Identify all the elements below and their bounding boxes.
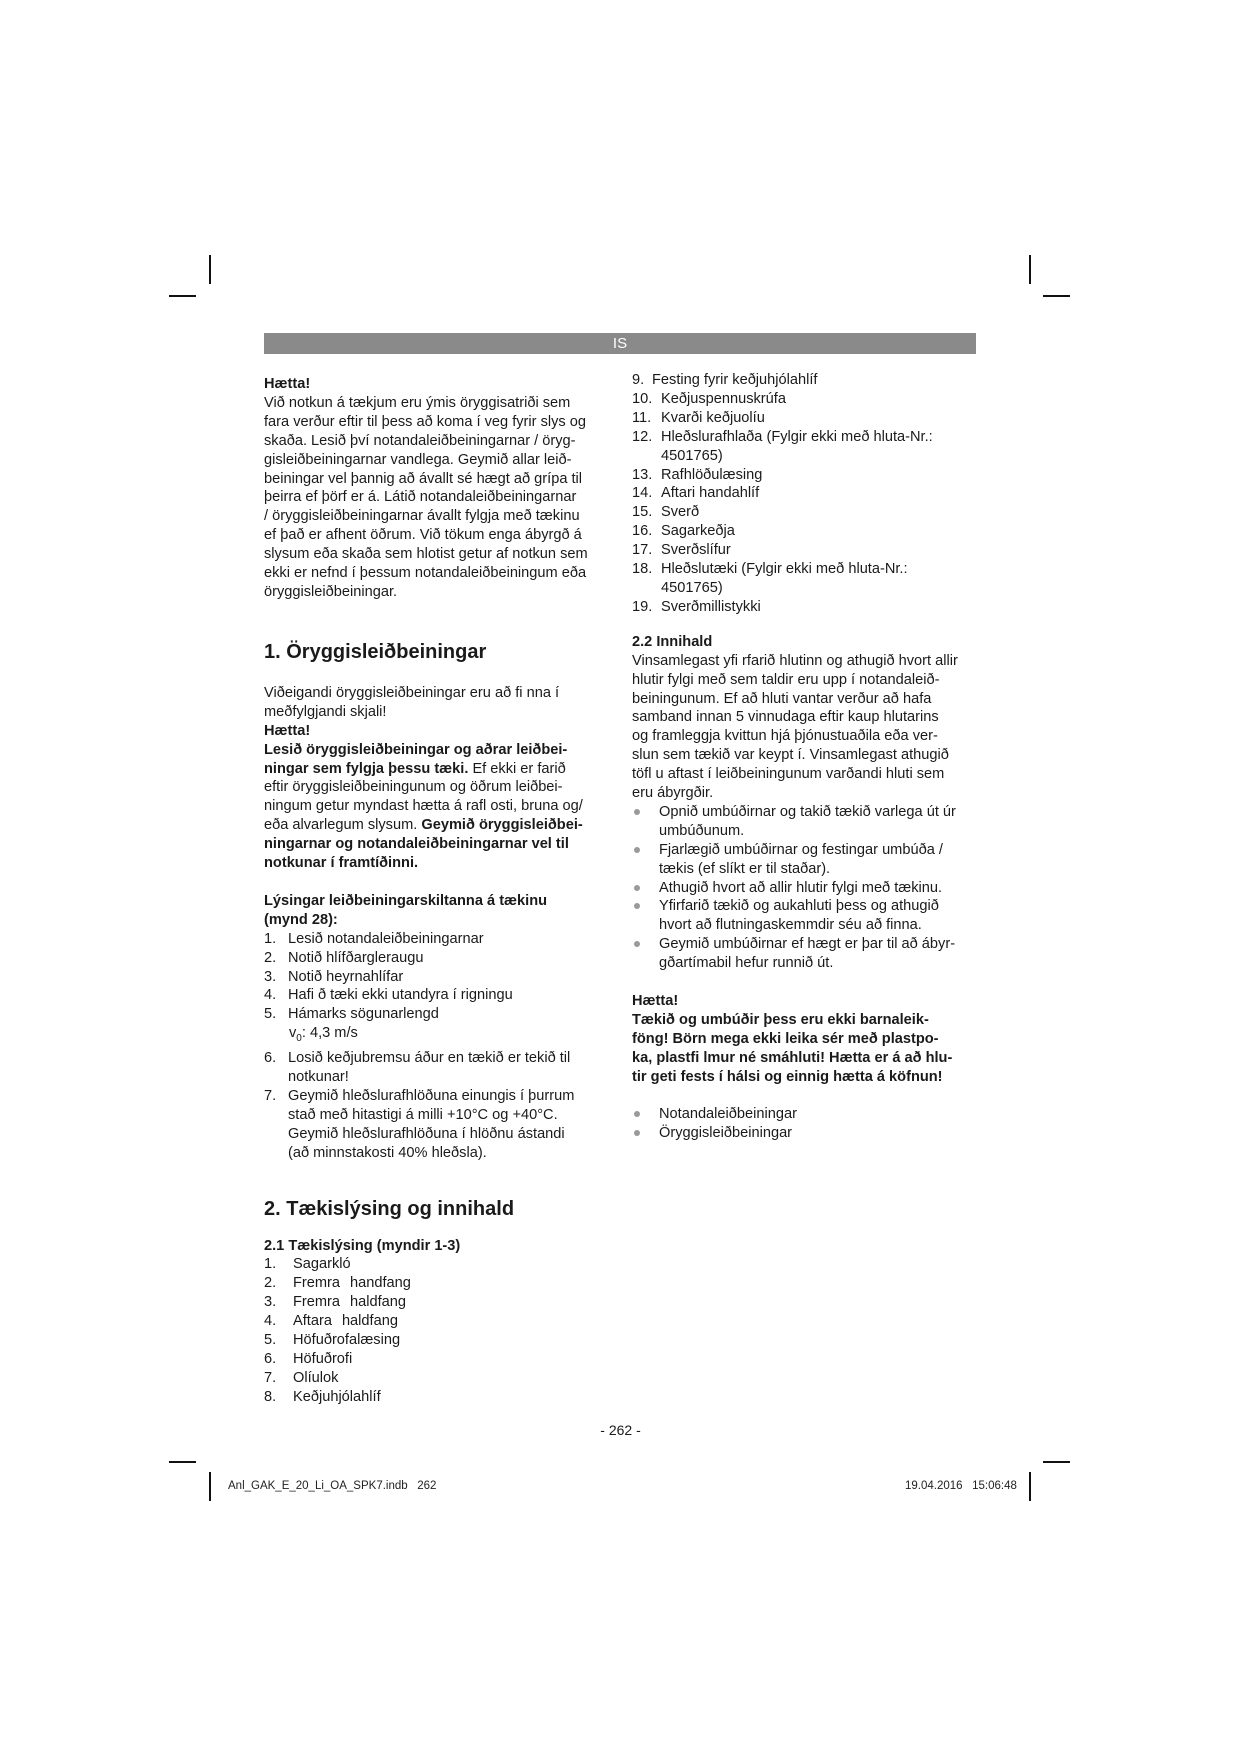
left-column xyxy=(264,375,609,1407)
item-text: Yfirfarið tækið og aukahluti þess og athugið xyxy=(659,898,939,915)
text-line: föng! Börn mega ekki leika sér með plastpo- xyxy=(632,1030,939,1047)
item-number: 6. xyxy=(264,1050,277,1067)
section-2-1 xyxy=(264,1237,609,1407)
item-text: stað með hitastigi á milli +10°C og +40°C. xyxy=(288,1106,558,1123)
item-number: 7. xyxy=(264,1087,277,1104)
item-number: 6. xyxy=(264,1350,277,1367)
list-item xyxy=(264,968,609,987)
section-1-warning-title: Hætta! xyxy=(264,722,311,739)
child-warning xyxy=(632,992,982,1087)
item-text: Sagarkeðja xyxy=(661,523,735,540)
speed-line xyxy=(288,1024,609,1049)
list-item xyxy=(264,1255,609,1274)
text-line: ningum getur myndast hætta á rafl osti, bruna og/ xyxy=(264,798,583,815)
text-span: eða alvarlegum slysum. xyxy=(264,817,422,834)
list-item xyxy=(632,484,982,503)
text-line: meðfylgjandi skjali! xyxy=(264,703,387,720)
item-text: haldfang xyxy=(341,1313,398,1330)
section-1-body xyxy=(264,684,609,873)
parts-list-continued xyxy=(632,371,982,617)
list-item xyxy=(264,1388,609,1407)
warning-title: Hætta! xyxy=(632,993,679,1010)
unpacking-steps xyxy=(632,803,982,973)
list-item xyxy=(264,949,609,968)
item-text: Hleðslurafhlaða (Fylgir ekki með hluta-Nr.: xyxy=(661,428,933,445)
list-item xyxy=(632,1105,982,1124)
section-2-heading: 2. Tækislýsing og innihald xyxy=(264,1197,515,1220)
crop-mark xyxy=(169,1461,196,1463)
list-item xyxy=(264,1331,609,1350)
item-number: 7. xyxy=(264,1369,277,1386)
text-line: samband innan 5 vinnudaga eftir kaup hlutarins xyxy=(632,709,939,726)
list-item xyxy=(264,1049,609,1087)
text-line: og framleggja kvittun hjá þjónustuaðila eða ver- xyxy=(632,728,938,745)
item-text: handfang xyxy=(350,1275,411,1292)
item-number: 12. xyxy=(632,428,653,445)
list-item xyxy=(264,1312,609,1331)
item-text: Fjarlægið umbúðirnar og festingar umbúða / xyxy=(659,841,943,858)
list-item xyxy=(264,930,609,949)
crop-mark xyxy=(209,255,211,284)
text-line: skaða. Lesið því notandaleiðbeiningarnar / öryg- xyxy=(264,432,576,449)
item-number: 14. xyxy=(632,485,653,502)
list-item xyxy=(632,560,982,598)
text-line: öryggisleiðbeiningar. xyxy=(264,583,398,600)
list-item xyxy=(632,879,982,898)
list-item xyxy=(632,522,982,541)
item-text: Keðjuspennuskrúfa xyxy=(661,390,786,407)
list-item xyxy=(264,1274,609,1293)
text-line: Lesið öryggisleiðbeiningar og aðrar leiðbei- xyxy=(264,741,568,758)
item-text: Geymið hleðslurafhlöðuna í hlöðnu ástandi xyxy=(288,1125,565,1142)
text-span: Ef ekki er farið xyxy=(468,760,566,777)
list-item xyxy=(264,1087,609,1163)
crop-mark xyxy=(209,1472,211,1501)
item-text: Notið heyrnahlífar xyxy=(288,968,404,985)
item-text: Festing fyrir keðjuhjólahlíf xyxy=(652,372,818,388)
item-number: 2. xyxy=(264,949,277,966)
crop-mark xyxy=(169,295,196,297)
text-line: slysum eða skaða sem hlotist getur af notkun sem xyxy=(264,546,588,563)
item-number: 2. xyxy=(264,1275,277,1292)
item-text: 4501765) xyxy=(661,579,723,596)
list-item xyxy=(264,1293,609,1312)
labels-section xyxy=(264,892,609,1163)
footer-date: 19.04.2016 15:06:48 xyxy=(905,1480,1017,1492)
list-item xyxy=(264,1350,609,1369)
list-item xyxy=(632,598,982,617)
item-number: 11. xyxy=(632,409,652,426)
parts-list xyxy=(264,1255,609,1406)
item-text: Losið keðjubremsu áður en tækið er tekið til xyxy=(288,1050,571,1067)
item-text: Athugið hvort að allir hlutir fylgi með tækinu. xyxy=(659,879,943,896)
item-text: Sverðmillistykki xyxy=(661,598,761,615)
item-text: Lesið notandaleiðbeiningarnar xyxy=(288,930,484,947)
item-text: Notandaleiðbeiningar xyxy=(659,1105,797,1122)
item-number: 5. xyxy=(264,1006,277,1023)
text-line: beiningunum. Ef að hluti vantar verður að hafa xyxy=(632,690,932,707)
text-span: ningar sem fylgja þessu tæki. xyxy=(264,760,469,777)
item-text: Höfuðrofalæsing xyxy=(293,1332,401,1349)
item-text: Sagarkló xyxy=(293,1256,351,1273)
item-number: 10. xyxy=(632,390,653,407)
item-number: 16. xyxy=(632,523,653,540)
list-item xyxy=(632,503,982,522)
list-item xyxy=(632,371,982,390)
item-number: 13. xyxy=(632,466,653,483)
text-line: / öryggisleiðbeiningarnar ávallt fylgja með tækinu xyxy=(264,508,580,525)
item-number: 1. xyxy=(264,930,277,947)
labels-heading: (mynd 28): xyxy=(264,911,338,928)
item-number: 3. xyxy=(264,1294,277,1311)
item-text: Öryggisleiðbeiningar xyxy=(659,1124,793,1141)
item-text: haldfang xyxy=(350,1294,407,1311)
item-text: Höfuðrofi xyxy=(293,1350,353,1367)
item-text: Notið hlífðargleraugu xyxy=(288,949,424,966)
text-line: ningarnar og notandaleiðbeiningarnar vel til xyxy=(264,836,569,853)
item-number: 3. xyxy=(264,968,277,985)
text-line: fara verður eftir til þess að koma í veg fyrir slys og xyxy=(264,413,586,430)
item-number: 8. xyxy=(264,1388,277,1405)
section-2-2-heading: 2.2 Innihald xyxy=(632,633,713,650)
text-line: ka, plastfi lmur né smáhluti! Hætta er á að hlu- xyxy=(632,1049,953,1066)
item-text: (að minnstakosti 40% hleðsla). xyxy=(288,1144,487,1161)
item-text: Geymið umbúðirnar ef hægt er þar til að ábyr- xyxy=(659,936,956,953)
list-item xyxy=(264,986,609,1005)
item-number: 19. xyxy=(632,598,653,615)
item-text: umbúðunum. xyxy=(659,822,745,839)
footer-file-info: Anl_GAK_E_20_Li_OA_SPK7.indb 262 xyxy=(228,1480,437,1492)
text-span: 0 xyxy=(296,1033,302,1045)
item-text: 4501765) xyxy=(661,447,723,464)
crop-mark xyxy=(1029,255,1031,284)
item-text: Fremra xyxy=(293,1275,341,1292)
list-item xyxy=(264,1369,609,1388)
list-item xyxy=(632,897,982,935)
item-text: Sverð xyxy=(661,504,700,521)
item-text: Sverðslífur xyxy=(661,542,731,559)
right-column xyxy=(632,371,982,1142)
list-item xyxy=(632,409,982,428)
list-item xyxy=(632,541,982,560)
item-text: Fremra xyxy=(293,1294,341,1311)
item-number: 4. xyxy=(264,1313,277,1330)
item-number: 1. xyxy=(264,1256,277,1273)
list-item xyxy=(632,841,982,879)
included-documents xyxy=(632,1105,982,1143)
text-line: Vinsamlegast yfi rfarið hlutinn og athugið hvort allir xyxy=(632,652,958,669)
text-line: eftir öryggisleiðbeiningunum og öðrum leiðbei- xyxy=(264,779,563,796)
language-header-bar xyxy=(264,333,976,354)
text-line: gisleiðbeiningarnar vandlega. Geymið allar leið- xyxy=(264,451,572,468)
text-line: þeirra ef þörf er á. Látið notandaleiðbeiningarnar xyxy=(264,489,577,506)
list-item xyxy=(632,390,982,409)
item-text: Keðjuhjólahlíf xyxy=(293,1388,381,1405)
text-line: Við notkun á tækjum eru ýmis öryggisatriði sem xyxy=(264,394,571,411)
text-line: ef það er afhent öðrum. Við tökum enga ábyrgð á xyxy=(264,527,582,544)
crop-mark xyxy=(1029,1472,1031,1501)
text-span: : 4,3 m/s xyxy=(301,1025,358,1042)
labels-heading: Lýsingar leiðbeiningarskiltanna á tækinu xyxy=(264,892,548,909)
page-number: - 262 - xyxy=(600,1422,641,1438)
text-line: Tækið og umbúðir þess eru ekki barnaleik- xyxy=(632,1012,929,1028)
item-text: tækis (ef slíkt er til staðar). xyxy=(659,860,831,877)
list-item xyxy=(632,428,982,466)
item-text: Olíulok xyxy=(293,1369,339,1386)
item-text: Aftari handahlíf xyxy=(661,485,760,502)
crop-mark xyxy=(1043,295,1070,297)
language-code: IS xyxy=(612,335,628,352)
text-line: notkunar í framtíðinni. xyxy=(264,855,419,872)
labels-list xyxy=(264,930,609,1163)
text-span: Geymið öryggisleiðbei- xyxy=(421,817,583,834)
item-number: 15. xyxy=(632,504,653,521)
list-item xyxy=(264,1005,609,1049)
text-line: eru ábyrgðir. xyxy=(632,785,714,802)
text-span: v xyxy=(289,1025,297,1042)
text-line xyxy=(264,816,609,835)
item-number: 5. xyxy=(264,1332,277,1349)
text-line: beiningar vel þannig að ávallt sé hægt að grípa til xyxy=(264,470,583,487)
item-text: Hámarks sögunarlengd xyxy=(288,1006,439,1023)
item-text: Hafi ð tæki ekki utandyra í rigningu xyxy=(288,987,513,1004)
item-text: gðartímabil hefur runnið út. xyxy=(659,955,834,972)
text-line: tir geti fests í hálsi og einnig hætta á köfnun! xyxy=(632,1068,943,1085)
item-text: Kvarði keðjuolíu xyxy=(661,409,765,426)
section-2-2 xyxy=(632,633,982,973)
item-text: Geymið hleðslurafhlöðuna einungis í þurrum xyxy=(288,1087,575,1104)
item-text: Rafhlöðulæsing xyxy=(661,466,763,483)
item-text: Aftara xyxy=(293,1313,332,1330)
intro-warning-title: Hætta! xyxy=(264,376,311,392)
text-line: hlutir fylgi með sem taldir eru upp í notandaleið- xyxy=(632,671,940,688)
intro-paragraph xyxy=(264,394,609,602)
text-line: slun sem tækið var keypt í. Vinsamlegast athugið xyxy=(632,747,949,764)
list-item xyxy=(632,466,982,485)
list-item xyxy=(632,1124,982,1143)
text-line: Viðeigandi öryggisleiðbeiningar eru að fi nna í xyxy=(264,684,560,701)
list-item xyxy=(632,935,982,973)
item-text: Hleðslutæki (Fylgir ekki með hluta-Nr.: xyxy=(661,561,908,578)
section-1-heading: 1. Öryggisleiðbeiningar xyxy=(264,640,487,663)
text-line xyxy=(264,760,609,779)
item-text: Opnið umbúðirnar og takið tækið varlega út úr xyxy=(659,803,956,820)
text-line: töfl u aftast í leiðbeiningunum varðandi hluti sem xyxy=(632,766,945,783)
crop-mark xyxy=(1043,1461,1070,1463)
item-text: notkunar! xyxy=(288,1069,349,1085)
item-number: 4. xyxy=(264,987,277,1004)
item-number: 18. xyxy=(632,561,653,578)
text-line: ekki er nefnd í þessum notandaleiðbeiningum eða xyxy=(264,565,587,582)
list-item xyxy=(632,803,982,841)
section-2-1-heading: 2.1 Tækislýsing (myndir 1-3) xyxy=(264,1237,461,1254)
item-number: 9. xyxy=(632,372,645,388)
item-number: 17. xyxy=(632,542,653,559)
item-text: hvort að flutningaskemmdir séu að finna. xyxy=(659,917,922,934)
